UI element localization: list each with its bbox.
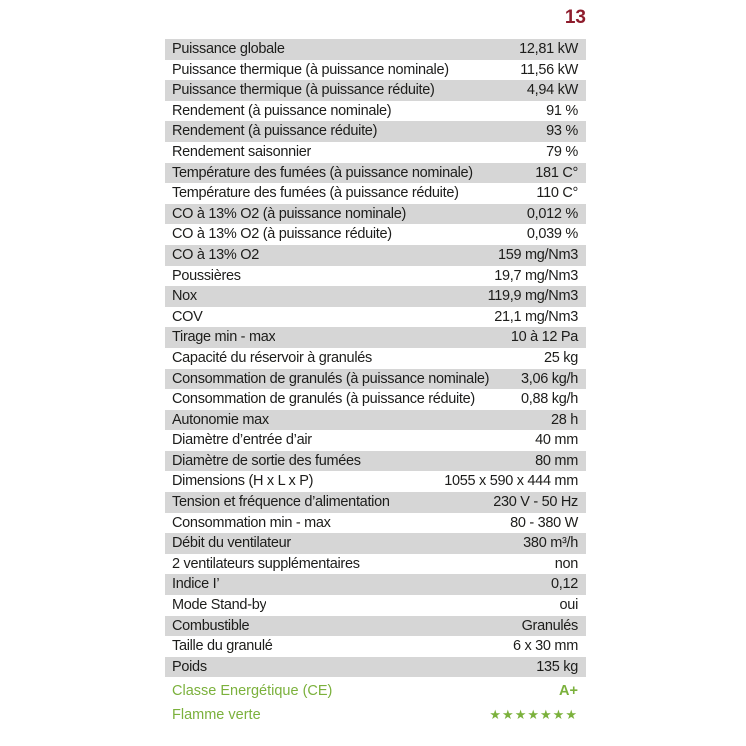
spec-label: Mode Stand-by <box>172 597 267 614</box>
spec-label: Capacité du réservoir à granulés <box>172 349 372 366</box>
spec-value: Granulés <box>521 617 578 634</box>
spec-row <box>165 39 586 60</box>
spec-row <box>165 80 586 101</box>
spec-value: 0,012 % <box>526 205 578 222</box>
spec-value: 135 kg <box>536 658 578 675</box>
spec-value: 40 mm <box>535 432 578 449</box>
spec-value: 4,94 kW <box>526 82 578 99</box>
spec-row <box>165 101 586 122</box>
spec-value: 93 % <box>546 123 578 140</box>
spec-row <box>165 616 586 637</box>
spec-value: 91 % <box>546 102 578 119</box>
energy-class-label: Classe Energétique (CE) <box>172 683 333 700</box>
spec-value: 110 C° <box>536 185 578 202</box>
spec-label: Consommation de granulés (à puissance nominale) <box>172 370 490 387</box>
flamme-verte-row <box>165 703 586 727</box>
spec-label: Indice I’ <box>172 576 220 593</box>
energy-class-value: A+ <box>559 683 578 700</box>
spec-value: 19,7 mg/Nm3 <box>494 267 578 284</box>
spec-row <box>165 471 586 492</box>
spec-row <box>165 183 586 204</box>
spec-label: Consommation de granulés (à puissance réduite) <box>172 391 475 408</box>
spec-value: 80 - 380 W <box>510 514 578 531</box>
spec-value: 119,9 mg/Nm3 <box>487 288 578 305</box>
spec-row <box>165 389 586 410</box>
spec-value: 28 h <box>550 411 578 428</box>
star-rating-icon: ★★★★★★★ <box>489 707 578 723</box>
spec-label: Diamètre de sortie des fumées <box>172 452 361 469</box>
spec-value: 10 à 12 Pa <box>510 329 578 346</box>
spec-row <box>165 348 586 369</box>
spec-row <box>165 636 586 657</box>
spec-value: 11,56 kW <box>520 61 578 78</box>
spec-value: 0,88 kg/h <box>521 391 578 408</box>
spec-value: 79 % <box>546 143 578 160</box>
spec-row <box>165 369 586 390</box>
spec-label: Consommation min - max <box>172 514 331 531</box>
spec-label: Puissance thermique (à puissance nominale) <box>172 61 449 78</box>
spec-row <box>165 60 586 81</box>
spec-row <box>165 121 586 142</box>
spec-label: Puissance globale <box>172 41 285 57</box>
spec-label: Taille du granulé <box>172 638 273 655</box>
spec-label: Autonomie max <box>172 411 269 428</box>
spec-label: 2 ventilateurs supplémentaires <box>172 555 360 572</box>
page-number: 13 <box>564 7 586 28</box>
spec-label: CO à 13% O2 (à puissance réduite) <box>172 226 392 243</box>
spec-row <box>165 266 586 287</box>
spec-value: 181 C° <box>535 164 578 181</box>
spec-row <box>165 657 586 678</box>
spec-table <box>165 39 586 727</box>
spec-label: Rendement (à puissance réduite) <box>172 123 378 140</box>
spec-value: 6 x 30 mm <box>513 638 578 655</box>
spec-label: Diamètre d’entrée d’air <box>172 432 312 449</box>
spec-row <box>165 245 586 266</box>
spec-row <box>165 595 586 616</box>
spec-label: Tension et fréquence d’alimentation <box>172 494 390 511</box>
spec-label: Rendement saisonnier <box>172 143 312 160</box>
spec-rows <box>165 39 586 677</box>
spec-value: 12,81 kW <box>519 41 578 57</box>
spec-row <box>165 224 586 245</box>
spec-label: Rendement (à puissance nominale) <box>172 102 392 119</box>
spec-label: CO à 13% O2 (à puissance nominale) <box>172 205 407 222</box>
spec-label: Température des fumées (à puissance nominale) <box>172 164 473 181</box>
spec-row <box>165 492 586 513</box>
spec-value: 380 m³/h <box>523 535 578 552</box>
spec-row <box>165 307 586 328</box>
spec-row <box>165 533 586 554</box>
spec-row <box>165 327 586 348</box>
spec-row <box>165 513 586 534</box>
spec-label: Température des fumées (à puissance réduite) <box>172 185 459 202</box>
spec-value: 25 kg <box>544 349 578 366</box>
spec-value: 3,06 kg/h <box>521 370 578 387</box>
spec-label: Tirage min - max <box>172 329 276 346</box>
spec-row <box>165 142 586 163</box>
spec-row <box>165 451 586 472</box>
spec-row <box>165 410 586 431</box>
spec-value: 230 V - 50 Hz <box>493 494 578 511</box>
spec-value: oui <box>559 597 578 614</box>
spec-value: 80 mm <box>535 452 578 469</box>
spec-label: Nox <box>172 288 197 305</box>
spec-label: Dimensions (H x L x P) <box>172 473 314 490</box>
spec-label: Puissance thermique (à puissance réduite) <box>172 82 435 99</box>
spec-row <box>165 204 586 225</box>
flamme-verte-label: Flamme verte <box>172 707 261 724</box>
spec-label: CO à 13% O2 <box>172 246 259 263</box>
spec-value: 1055 x 590 x 444 mm <box>444 473 578 490</box>
spec-label: Poids <box>172 658 207 675</box>
spec-label: Combustible <box>172 617 250 634</box>
spec-row <box>165 163 586 184</box>
spec-value: non <box>554 555 578 572</box>
spec-value: 159 mg/Nm3 <box>497 246 578 263</box>
spec-label: Débit du ventilateur <box>172 535 291 552</box>
spec-value: 0,12 <box>550 576 578 593</box>
spec-label: Poussières <box>172 267 241 284</box>
energy-class-row <box>165 679 586 703</box>
spec-row <box>165 430 586 451</box>
spec-value: 21,1 mg/Nm3 <box>494 308 578 325</box>
spec-label: COV <box>172 308 203 325</box>
spec-value: 0,039 % <box>526 226 578 243</box>
spec-row <box>165 554 586 575</box>
spec-row <box>165 574 586 595</box>
spec-row <box>165 286 586 307</box>
